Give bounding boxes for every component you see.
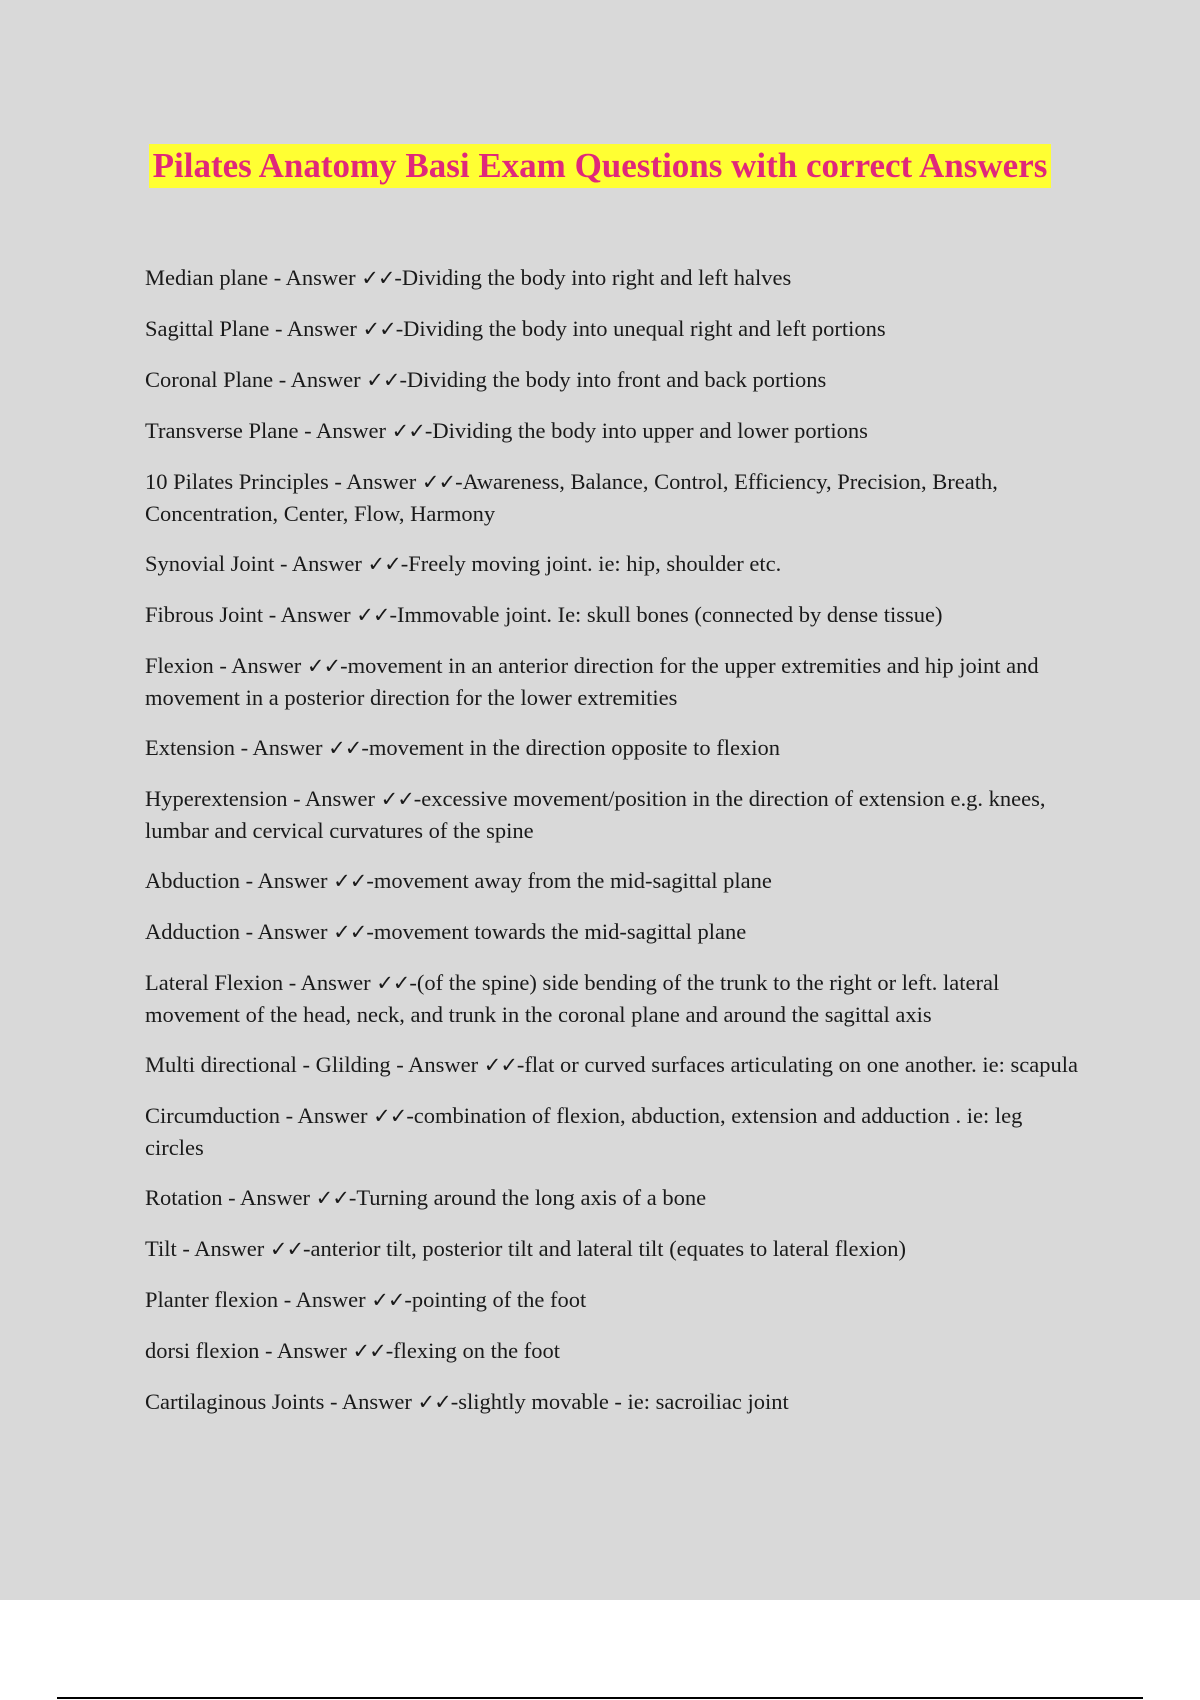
check-mark-icon: ✓✓ [352, 1339, 386, 1363]
qa-separator: - [324, 1389, 342, 1414]
qa-separator: - [222, 1185, 241, 1210]
qa-answer: -combination of flexion, abduction, extension and adduction . ie: leg circles [145, 1103, 1023, 1160]
qa-item [145, 1386, 1085, 1418]
qa-item [145, 1335, 1085, 1367]
qa-item [145, 967, 1085, 1030]
check-mark-icon: ✓✓ [380, 787, 414, 811]
check-mark-icon: ✓✓ [376, 971, 410, 995]
qa-separator: - [235, 735, 253, 760]
qa-separator: - [240, 919, 258, 944]
qa-item [145, 313, 1085, 345]
qa-item [145, 599, 1085, 631]
qa-answer: -pointing of the foot [404, 1287, 587, 1312]
qa-answer: -Dividing the body into right and left halves [394, 265, 792, 290]
qa-item [145, 415, 1085, 447]
qa-item [145, 916, 1085, 948]
qa-term: Multi directional - Glilding [145, 1052, 391, 1077]
answer-label: Answer [408, 1052, 479, 1077]
qa-answer: -flexing on the foot [385, 1338, 561, 1363]
qa-term: Flexion [145, 653, 214, 678]
qa-term: Fibrous Joint [145, 602, 264, 627]
qa-term: Transverse Plane [145, 418, 299, 443]
qa-answer: -slightly movable - ie: sacroiliac joint [450, 1389, 789, 1414]
qa-separator: - [278, 1287, 296, 1312]
qa-term: Coronal Plane [145, 367, 274, 392]
title-container [0, 144, 1200, 188]
answer-label: Answer [231, 653, 302, 678]
answer-label: Answer [194, 1236, 265, 1261]
qa-answer: -movement in an anterior direction for the upper extremities and hip joint and movement in a posterior direction for the lower extremities [145, 653, 1039, 710]
qa-term: dorsi flexion [145, 1338, 260, 1363]
answer-label: Answer [295, 1287, 366, 1312]
qa-answer: -flat or curved surfaces articulating on one another. ie: scapula [516, 1052, 1078, 1077]
qa-answer: -movement in the direction opposite to flexion [361, 735, 780, 760]
check-mark-icon: ✓✓ [361, 266, 395, 290]
qa-list [145, 262, 1085, 1437]
answer-label: Answer [346, 469, 417, 494]
answer-label: Answer [341, 1389, 412, 1414]
qa-separator: - [269, 316, 287, 341]
check-mark-icon: ✓✓ [362, 317, 396, 341]
qa-item [145, 1049, 1085, 1081]
check-mark-icon: ✓✓ [306, 654, 341, 678]
check-mark-icon: ✓✓ [333, 869, 367, 893]
qa-term: Lateral Flexion [145, 970, 284, 995]
qa-separator: - [213, 653, 232, 678]
qa-item [145, 732, 1085, 764]
answer-label: Answer [252, 735, 323, 760]
qa-answer: -anterior tilt, posterior tilt and lateral tilt (equates to lateral flexion) [303, 1236, 906, 1261]
qa-answer: -Awareness, Balance, Control, Efficiency, Precision, Breath, Concentration, Center, Flow, Harmony [145, 469, 998, 526]
qa-item [145, 1284, 1085, 1316]
qa-separator: - [298, 418, 317, 443]
answer-label: Answer [300, 970, 371, 995]
qa-term: Median plane [145, 265, 269, 290]
qa-answer: -Dividing the body into front and back portions [399, 367, 827, 392]
qa-term: Hyperextension [145, 786, 288, 811]
qa-item [145, 364, 1085, 396]
qa-item [145, 1100, 1085, 1163]
check-mark-icon: ✓✓ [315, 1186, 349, 1210]
footer-divider [57, 1697, 1143, 1699]
answer-label: Answer [240, 1185, 310, 1210]
qa-separator: - [176, 1236, 195, 1261]
qa-answer: -(of the spine) side bending of the trunk to the right or left. lateral movement of the head, neck, and trunk in the coronal plane and around the sagittal axis [145, 970, 1000, 1027]
check-mark-icon: ✓✓ [421, 470, 456, 494]
qa-separator: - [390, 1052, 409, 1077]
qa-term: Synovial Joint [145, 551, 275, 576]
check-mark-icon: ✓✓ [391, 419, 425, 443]
qa-term: Circumduction [145, 1103, 280, 1128]
qa-separator: - [259, 1338, 277, 1363]
qa-answer: -movement away from the mid-sagittal plane [366, 868, 772, 893]
qa-term: Abduction [145, 868, 240, 893]
check-mark-icon: ✓✓ [356, 603, 390, 627]
answer-label: Answer [286, 316, 357, 341]
check-mark-icon: ✓✓ [371, 1288, 405, 1312]
qa-item [145, 1182, 1085, 1214]
qa-term: Extension [145, 735, 235, 760]
qa-answer: -movement towards the mid-sagittal plane [366, 919, 747, 944]
qa-item [145, 650, 1085, 713]
qa-term: Adduction [145, 919, 240, 944]
check-mark-icon: ✓✓ [366, 368, 400, 392]
qa-answer: -Dividing the body into unequal right and left portions [395, 316, 886, 341]
qa-term: 10 Pilates Principles [145, 469, 329, 494]
check-mark-icon: ✓✓ [417, 1390, 451, 1414]
qa-term: Sagittal Plane [145, 316, 270, 341]
check-mark-icon: ✓✓ [483, 1053, 517, 1077]
qa-term: Cartilaginous Joints [145, 1389, 325, 1414]
qa-separator: - [287, 786, 305, 811]
check-mark-icon: ✓✓ [367, 552, 401, 576]
qa-item [145, 548, 1085, 580]
qa-separator: - [328, 469, 347, 494]
qa-term: Planter flexion [145, 1287, 279, 1312]
qa-term: Tilt [145, 1236, 177, 1261]
qa-separator: - [263, 602, 281, 627]
qa-separator: - [273, 367, 291, 392]
check-mark-icon: ✓✓ [373, 1104, 407, 1128]
document-title: Pilates Anatomy Basi Exam Questions with correct Answers [149, 144, 1052, 188]
answer-label: Answer [304, 786, 375, 811]
answer-label: Answer [276, 1338, 347, 1363]
qa-answer: -Dividing the body into upper and lower portions [424, 418, 868, 443]
qa-separator: - [268, 265, 286, 290]
check-mark-icon: ✓✓ [269, 1237, 304, 1261]
qa-term: Rotation [145, 1185, 223, 1210]
qa-item [145, 1233, 1085, 1265]
answer-label: Answer [280, 602, 351, 627]
answer-label: Answer [316, 418, 387, 443]
answer-label: Answer [257, 919, 328, 944]
check-mark-icon: ✓✓ [328, 736, 362, 760]
qa-separator: - [274, 551, 292, 576]
qa-item [145, 466, 1085, 529]
qa-answer: -excessive movement/position in the direction of extension e.g. knees, lumbar and cervical curvatures of the spine [145, 786, 1046, 843]
qa-item [145, 262, 1085, 294]
answer-label: Answer [291, 551, 362, 576]
qa-separator: - [279, 1103, 298, 1128]
check-mark-icon: ✓✓ [333, 920, 367, 944]
qa-separator: - [240, 868, 258, 893]
answer-label: Answer [290, 367, 361, 392]
qa-answer: -Freely moving joint. ie: hip, shoulder etc. [400, 551, 782, 576]
qa-separator: - [283, 970, 301, 995]
qa-answer: -Immovable joint. Ie: skull bones (connected by dense tissue) [389, 602, 943, 627]
qa-item [145, 783, 1085, 846]
answer-label: Answer [257, 868, 328, 893]
qa-item [145, 865, 1085, 897]
answer-label: Answer [285, 265, 356, 290]
answer-label: Answer [297, 1103, 368, 1128]
qa-answer: -Turning around the long axis of a bone [348, 1185, 707, 1210]
